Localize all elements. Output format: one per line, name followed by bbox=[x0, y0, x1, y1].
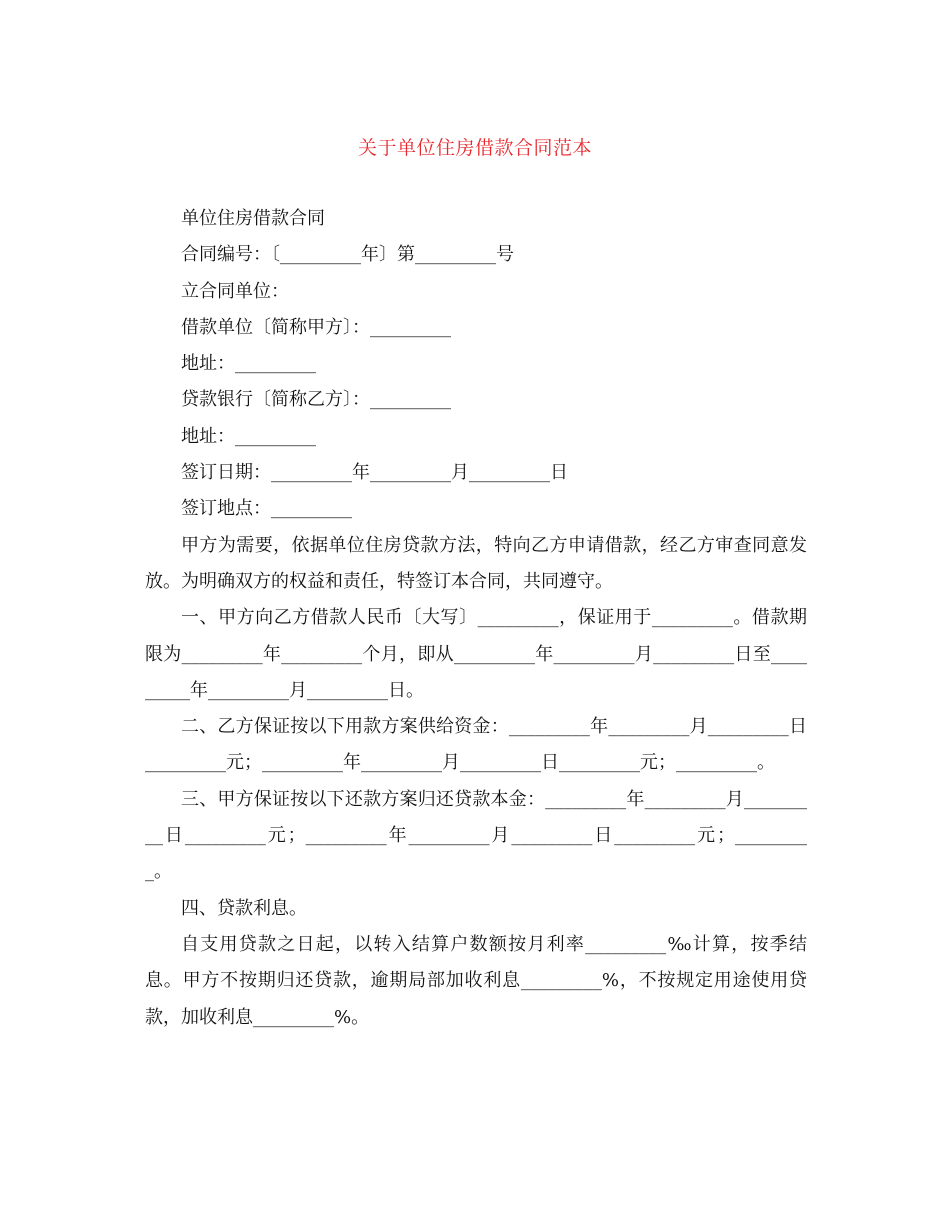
clause-3-paragraph: 三、甲方保证按以下还款方案归还贷款本金：_________年_________月_________日_________元；_________年_________月_________日_________元；_________。 bbox=[145, 788, 807, 883]
borrower-address-line: 地址：_________ bbox=[181, 353, 316, 375]
clause-2-paragraph: 二、乙方保证按以下用款方案供给资金：_________年_________月_________日_________元；_________年_________月_________日_________元；_________。 bbox=[145, 716, 807, 774]
borrower-line: 借款单位〔简称甲方〕：_________ bbox=[181, 316, 451, 338]
contract-number-line: 合同编号：〔_________年〕第_________号 bbox=[181, 244, 514, 266]
clause-4-heading: 四、贷款利息。 bbox=[181, 897, 307, 919]
signing-place-line: 签订地点：_________ bbox=[181, 498, 352, 520]
lender-bank-line: 贷款银行〔简称乙方〕：_________ bbox=[181, 389, 451, 411]
contract-name-line: 单位住房借款合同 bbox=[181, 208, 325, 229]
document-title: 关于单位住房借款合同范本 bbox=[357, 137, 592, 159]
contracting-parties-line: 立合同单位： bbox=[181, 280, 289, 302]
interest-paragraph: 自支用贷款之日起，以转入结算户数额按月利率_________‰计算，按季结息。甲方不按期归还贷款，逾期局部加收利息_________%，不按规定用途使用贷款，加收利息_________%。 bbox=[145, 933, 807, 1028]
clause-1-paragraph: 一、甲方向乙方借款人民币〔大写〕_________，保证用于_________。借款期限为_________年_________个月，即从_________年_________月_________日至_________年_________月_________日。 bbox=[145, 607, 807, 701]
preamble-paragraph: 甲方为需要，依据单位住房贷款方法，特向乙方申请借款，经乙方审查同意发放。为明确双方的权益和责任，特签订本合同，共同遵守。 bbox=[145, 534, 807, 592]
signing-date-line: 签订日期：_________年_________月_________日 bbox=[181, 462, 568, 484]
document-body bbox=[145, 201, 807, 1036]
lender-address-line: 地址：_________ bbox=[181, 425, 316, 447]
